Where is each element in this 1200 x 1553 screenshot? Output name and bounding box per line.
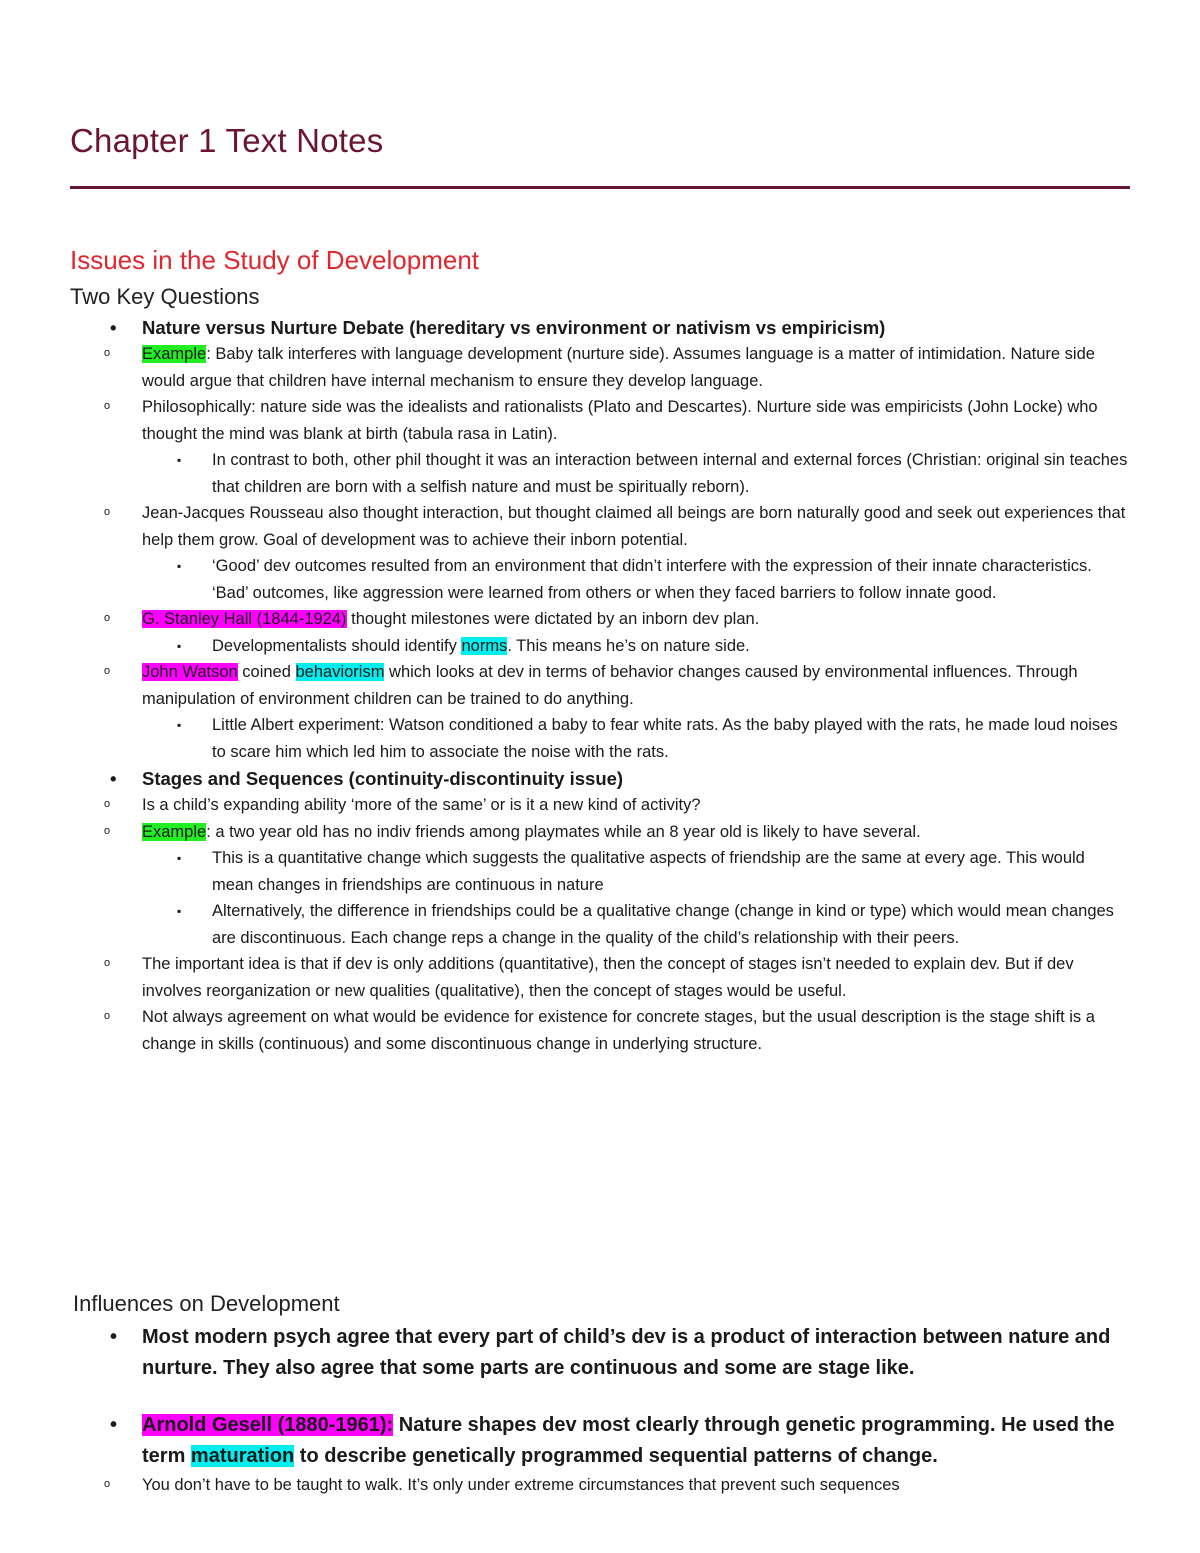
subheading-two-key-questions: Two Key Questions xyxy=(70,284,260,309)
section-heading-influences: Influences on Development xyxy=(73,1291,340,1316)
norms-term: norms xyxy=(461,636,508,655)
list-item: ▪ Little Albert experiment: Watson conditioned a baby to fear white rats. As the baby played with the rats, he made loud noises to scare him which led him to associate the noise with the rats. xyxy=(142,712,1130,765)
section-heading-issues: Issues in the Study of Development xyxy=(70,245,480,275)
list-item-modern: • Most modern psych agree that every part of child’s dev is a product of interaction between nature and nurture. They also agree that some parts are continuous and some are stage like. xyxy=(70,1322,1130,1384)
list-item-stages xyxy=(70,765,1130,1057)
list-item: ▪ This is a quantitative change which suggests the qualitative aspects of friendship are the same at every age. This would mean changes in friendships are continuous in nature xyxy=(142,845,1130,898)
list-item: o Is a child’s expanding ability ‘more of the same’ or is it a new kind of activity? xyxy=(70,792,1130,819)
gesell-name: Arnold Gesell (1880-1961): xyxy=(142,1414,394,1436)
list-item: o You don’t have to be taught to walk. It’s only under extreme circumstances that prevent such sequences xyxy=(70,1472,1130,1499)
nature-nurture-label: Nature versus Nurture Debate (hereditary vs environment or nativism vs empiricism) xyxy=(142,317,886,338)
example-tag: Example xyxy=(142,345,207,363)
behaviorism-term: behaviorism xyxy=(295,663,385,681)
key-questions-list xyxy=(70,314,1130,1057)
list-item-gesell: • Arnold Gesell (1880-1961): Nature shapes dev most clearly through genetic programming. He used the term maturation to describe genetically programmed sequential patterns of change. o You don’t have to be taught to walk. It’s only under extreme circumstances that prevent such sequences xyxy=(70,1410,1130,1499)
list-item: o Jean-Jacques Rousseau also thought interaction, but thought claimed all beings are born naturally good and seek out experiences that help them grow. Goal of development was to achieve their inborn potential. ▪ ‘Good’ dev outcomes resulted from an environment that didn’t interfere with the expression of their innate characteristics. ‘Bad’ outcomes, like aggression were learned from others or when they faced barriers to follow innate good. xyxy=(70,500,1130,606)
list-item: ▪ In contrast to both, other phil thought it was an interaction between internal and external forces (Christian: original sin teaches that children are born with a selfish nature and must be spiritually reborn). xyxy=(142,447,1130,500)
list-item: o Example: a two year old has no indiv friends among playmates while an 8 year old is likely to have several. ▪ This is a quantitative change which suggests the qualitative aspects of friendship are the same at every age. This would mean changes in friendships are continuous in nature ▪ Alternatively, the difference in friendships could be a qualitative change (change in kind or type) which would mean changes are discontinuous. Each change reps a change in the quality of the child’s relationship with their peers. xyxy=(70,819,1130,952)
hall-name: G. Stanley Hall (1844-1924) xyxy=(142,610,347,628)
list-item: o Example: Baby talk interferes with language development (nurture side). Assumes language is a matter of intimidation. Nature side would argue that children have internal mechanism to ensure they develop language. xyxy=(70,341,1130,394)
list-item: ▪ Developmentalists should identify norms. This means he’s on nature side. xyxy=(142,633,1130,660)
list-item: o Not always agreement on what would be evidence for existence for concrete stages, but the usual description is the stage shift is a change in skills (continuous) and some discontinuous change in underlying structure. xyxy=(70,1004,1130,1057)
list-item-nature-nurture xyxy=(70,314,1130,765)
watson-name: John Watson xyxy=(142,663,238,681)
stages-label: Stages and Sequences (continuity-discontinuity issue) xyxy=(142,768,624,789)
influences-list xyxy=(70,1322,1130,1499)
list-item: o The important idea is that if dev is only additions (quantitative), then the concept of stages isn’t needed to explain dev. But if dev involves reorganization or new qualities (qualitative), then the concept of stages would be useful. xyxy=(70,951,1130,1004)
example-tag: Example xyxy=(142,822,207,841)
page-title: Chapter 1 Text Notes xyxy=(70,122,384,159)
maturation-term: maturation xyxy=(190,1445,295,1467)
list-item: ▪ ‘Good’ dev outcomes resulted from an environment that didn’t interfere with the expression of their innate characteristics. ‘Bad’ outcomes, like aggression were learned from others or when they faced barriers to follow innate good. xyxy=(142,553,1130,606)
title-divider xyxy=(70,186,1130,189)
list-item: ▪ Alternatively, the difference in friendships could be a qualitative change (change in kind or type) which would mean changes are discontinuous. Each change reps a change in the quality of the child’s relationship with their peers. xyxy=(142,898,1130,951)
list-item: o G. Stanley Hall (1844-1924) thought milestones were dictated by an inborn dev plan. ▪ Developmentalists should identify norms. This means he’s on nature side. xyxy=(70,606,1130,659)
list-item: o John Watson coined behaviorism which looks at dev in terms of behavior changes caused by environmental influences. Through manipulation of environment children can be trained to do anything. ▪ Little Albert experiment: Watson conditioned a baby to fear white rats. As the baby played with the rats, he made loud noises to scare him which led him to associate the noise with the rats. xyxy=(70,659,1130,765)
list-item: o Philosophically: nature side was the idealists and rationalists (Plato and Descartes). Nurture side was empiricists (John Locke) who thought the mind was blank at birth (tabula rasa in Latin). ▪ In contrast to both, other phil thought it was an interaction between internal and external forces (Christian: original sin teaches that children are born with a selfish nature and must be spiritually reborn). xyxy=(70,394,1130,500)
